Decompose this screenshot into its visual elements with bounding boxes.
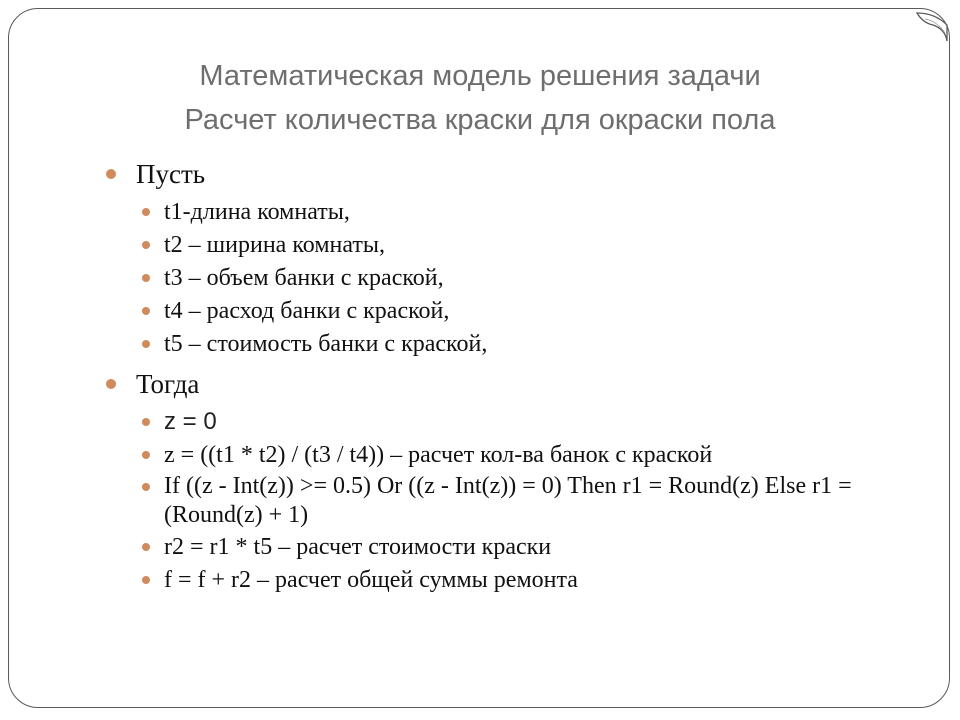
section-heading-label: Пусть [136, 159, 206, 189]
section-heading-label: Тогда [136, 369, 200, 399]
slide-content [104, 156, 904, 597]
section-heading-let [104, 156, 904, 192]
list-item-text: t1-длина комнаты, [164, 199, 350, 225]
bullet-icon [142, 307, 150, 315]
bullet-icon [106, 379, 116, 389]
bullet-icon [142, 576, 150, 584]
list-item-text: t5 – стоимость банки с краской, [164, 331, 488, 357]
bullet-icon [142, 274, 150, 282]
section-heading-then [104, 366, 904, 402]
list-item-text: f = f + r2 – расчет общей суммы ремонта [164, 567, 578, 593]
list-item [104, 531, 904, 563]
list-item-text: t3 – объем банки с краской, [164, 265, 444, 291]
list-item [104, 196, 904, 228]
list-item [104, 328, 904, 360]
list-item [104, 295, 904, 327]
list-item [104, 439, 904, 471]
list-item [104, 229, 904, 261]
slide-title [60, 54, 900, 142]
bullet-icon [142, 418, 150, 426]
bullet-icon [142, 340, 150, 348]
bullet-icon [142, 208, 150, 216]
title-line-2: Расчет количества краски для окраски пола [184, 104, 776, 136]
list-item [104, 564, 904, 596]
bullet-icon [142, 543, 150, 551]
title-line-1: Математическая модель решения задачи [199, 60, 761, 92]
list-item-text: r2 = r1 * t5 – расчет стоимости краски [164, 534, 552, 560]
list-item-text: t2 – ширина комнаты, [164, 232, 385, 258]
list-item-text: z = 0 [164, 408, 217, 435]
list-item-text: z = ((t1 * t2) / (t3 / t4)) – расчет кол-ва банок с краской [164, 442, 713, 468]
page-curl-icon [915, 11, 949, 45]
bullet-icon [142, 483, 150, 491]
list-item-text: If ((z - Int(z)) >= 0.5) Or ((z - Int(z)) = 0) Then r1 = Round(z) Else r1 = (Round(z) + 1) [164, 473, 852, 528]
list-item-text: t4 – расход банки с краской, [164, 298, 450, 324]
list-item [104, 472, 904, 530]
bullet-icon [142, 241, 150, 249]
list-item [104, 262, 904, 294]
bullet-icon [142, 451, 150, 459]
bullet-icon [106, 169, 116, 179]
list-item [104, 406, 904, 438]
